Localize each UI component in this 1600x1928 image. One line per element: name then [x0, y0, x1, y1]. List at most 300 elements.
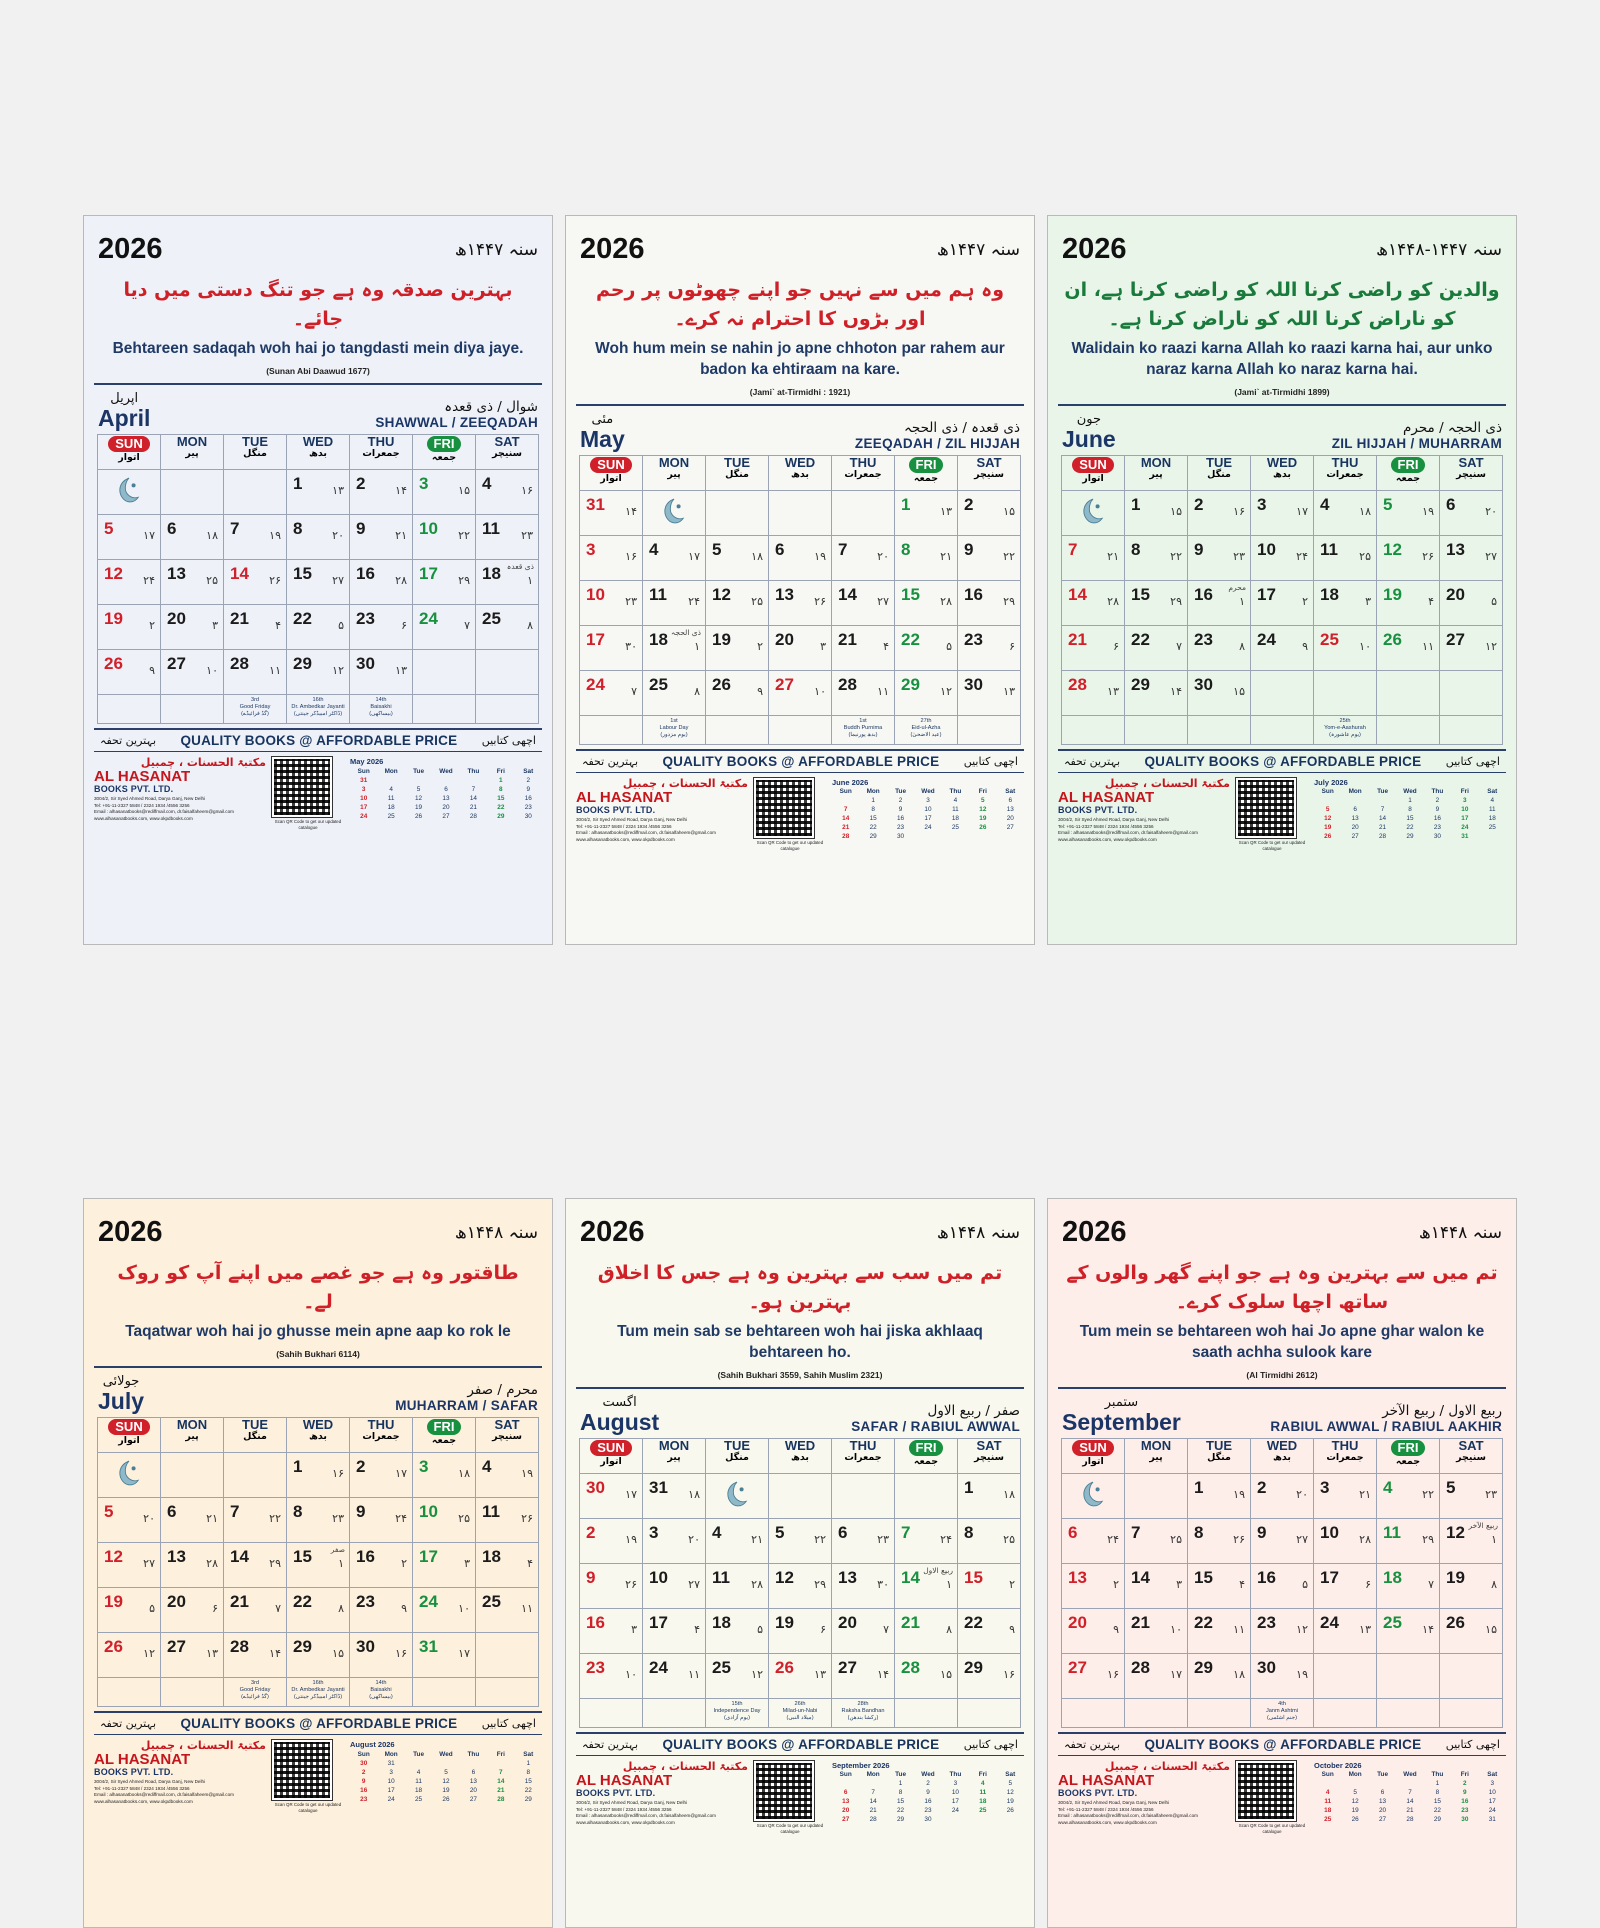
- day-cell[interactable]: [1125, 625, 1188, 670]
- hijri-date: ۲۶: [521, 1512, 533, 1526]
- day-cell[interactable]: [706, 670, 769, 715]
- day-cell[interactable]: [224, 605, 287, 650]
- day-cell[interactable]: [98, 470, 161, 515]
- weekday-name-en: SAT: [976, 1437, 1002, 1453]
- day-cell[interactable]: [413, 1453, 476, 1498]
- qr-code-icon[interactable]: [754, 778, 814, 838]
- day-cell[interactable]: [832, 625, 895, 670]
- quality-urdu-right: اچھی کتابیں: [481, 1717, 536, 1731]
- day-cell[interactable]: [832, 1518, 895, 1563]
- day-cell[interactable]: [413, 1633, 476, 1678]
- mini-day: 26: [1006, 1807, 1014, 1815]
- day-cell[interactable]: [769, 670, 832, 715]
- day-cell[interactable]: [832, 670, 895, 715]
- day-cell[interactable]: [1251, 580, 1314, 625]
- day-cell[interactable]: [1062, 625, 1125, 670]
- gregorian-date: 14: [230, 1547, 249, 1567]
- hijri-date: ۲۸: [940, 594, 952, 608]
- gregorian-date: 24: [1320, 1612, 1339, 1632]
- day-cell[interactable]: [287, 560, 350, 605]
- gregorian-date: 12: [1383, 539, 1402, 559]
- day-cell[interactable]: [769, 535, 832, 580]
- day-cell[interactable]: [350, 1633, 413, 1678]
- day-cell[interactable]: [1314, 1473, 1377, 1518]
- day-cell[interactable]: [895, 1473, 958, 1518]
- day-cell[interactable]: [769, 1653, 832, 1698]
- day-cell[interactable]: [476, 470, 539, 515]
- month-grid: [579, 1438, 1021, 1728]
- day-cell[interactable]: [1062, 580, 1125, 625]
- day-cell[interactable]: [1125, 490, 1188, 535]
- day-cell[interactable]: [1062, 1563, 1125, 1608]
- day-cell[interactable]: [832, 1473, 895, 1518]
- day-cell[interactable]: [1062, 1653, 1125, 1698]
- day-cell[interactable]: [706, 490, 769, 535]
- day-cell[interactable]: [1314, 1563, 1377, 1608]
- mini-day: 31: [360, 776, 368, 784]
- day-cell[interactable]: [1440, 580, 1503, 625]
- day-cell[interactable]: [161, 1498, 224, 1543]
- day-cell[interactable]: [1125, 1563, 1188, 1608]
- day-cell[interactable]: [1377, 1563, 1440, 1608]
- day-cell[interactable]: [958, 1563, 1021, 1608]
- day-cell[interactable]: [832, 1653, 895, 1698]
- day-cell[interactable]: [161, 515, 224, 560]
- day-cell[interactable]: [287, 1543, 350, 1588]
- day-cell[interactable]: [224, 650, 287, 695]
- day-cell[interactable]: [98, 1543, 161, 1588]
- day-cell[interactable]: [895, 1608, 958, 1653]
- day-cell[interactable]: [958, 670, 1021, 715]
- qr-code-icon[interactable]: [1236, 778, 1296, 838]
- quality-urdu-right: اچھی کتابیں: [963, 1737, 1018, 1751]
- gregorian-date: 23: [586, 1657, 605, 1677]
- gregorian-date: 16: [964, 584, 983, 604]
- gregorian-date: 17: [1320, 1567, 1339, 1587]
- day-cell[interactable]: [413, 1498, 476, 1543]
- day-cell[interactable]: [476, 605, 539, 650]
- weekday-name-en: TUE: [1206, 1437, 1232, 1453]
- day-cell[interactable]: [413, 560, 476, 605]
- mini-day: 1: [898, 1780, 903, 1788]
- day-cell[interactable]: [706, 1563, 769, 1608]
- day-cell[interactable]: [580, 670, 643, 715]
- mini-day: 7: [471, 785, 476, 793]
- gregorian-date: 18: [1320, 584, 1339, 604]
- day-cell[interactable]: [350, 650, 413, 695]
- day-cell[interactable]: [580, 490, 643, 535]
- card-footer: [84, 1735, 552, 1813]
- gregorian-date: 13: [775, 584, 794, 604]
- day-cell[interactable]: [98, 605, 161, 650]
- day-cell[interactable]: [643, 670, 706, 715]
- day-cell[interactable]: [1125, 1653, 1188, 1698]
- day-cell[interactable]: [476, 1543, 539, 1588]
- day-cell[interactable]: [580, 1653, 643, 1698]
- day-cell[interactable]: [1062, 490, 1125, 535]
- day-cell[interactable]: [1440, 1653, 1503, 1698]
- mini-day: [1314, 1780, 1341, 1789]
- day-cell[interactable]: [476, 1453, 539, 1498]
- day-cell[interactable]: [287, 1588, 350, 1633]
- day-cell[interactable]: [161, 560, 224, 605]
- weekday-header-wed: [769, 455, 832, 490]
- day-cell[interactable]: [769, 490, 832, 535]
- hijri-date: ۳: [631, 1622, 637, 1636]
- qr-code-icon[interactable]: [754, 1761, 814, 1821]
- event-note: 15th Independence Day (یوم آزادی): [713, 1700, 761, 1721]
- hijri-date: ۱۷: [688, 549, 700, 563]
- day-cell[interactable]: [1314, 1653, 1377, 1698]
- day-cell[interactable]: [958, 1608, 1021, 1653]
- day-cell[interactable]: [224, 1633, 287, 1678]
- gregorian-date: 26: [104, 1637, 123, 1657]
- qr-code-icon[interactable]: [272, 757, 332, 817]
- day-cell[interactable]: [643, 535, 706, 580]
- weekday-header-sun: [580, 455, 643, 490]
- day-cell[interactable]: [1314, 625, 1377, 670]
- day-cell[interactable]: [1377, 670, 1440, 715]
- day-cell[interactable]: [1188, 535, 1251, 580]
- day-cell[interactable]: [958, 535, 1021, 580]
- day-cell[interactable]: [98, 1633, 161, 1678]
- qr-code-icon[interactable]: [272, 1740, 332, 1800]
- day-cell[interactable]: [895, 1563, 958, 1608]
- day-cell[interactable]: [476, 1633, 539, 1678]
- day-cell[interactable]: [1251, 625, 1314, 670]
- day-cell[interactable]: [1188, 1473, 1251, 1518]
- day-cell[interactable]: [287, 515, 350, 560]
- day-cell[interactable]: [706, 580, 769, 625]
- day-cell[interactable]: [98, 1498, 161, 1543]
- day-cell[interactable]: [287, 605, 350, 650]
- day-cell[interactable]: [1188, 1608, 1251, 1653]
- events-row: [1062, 1698, 1503, 1727]
- mini-weekday: Mon: [384, 1750, 398, 1758]
- mini-day: [405, 776, 432, 785]
- hijri-date: ۱۸: [1233, 1667, 1245, 1681]
- day-cell[interactable]: [224, 1498, 287, 1543]
- day-cell[interactable]: [1377, 625, 1440, 670]
- day-cell[interactable]: [1125, 1473, 1188, 1518]
- day-cell[interactable]: [706, 1653, 769, 1698]
- day-cell[interactable]: [476, 515, 539, 560]
- day-cell[interactable]: [1377, 1653, 1440, 1698]
- day-cell[interactable]: [1251, 1563, 1314, 1608]
- day-cell[interactable]: [1188, 490, 1251, 535]
- day-cell[interactable]: [706, 1473, 769, 1518]
- day-cell[interactable]: [350, 1453, 413, 1498]
- day-cell[interactable]: [643, 580, 706, 625]
- event-cell: [1440, 1698, 1503, 1727]
- day-cell[interactable]: [350, 605, 413, 650]
- day-cell[interactable]: [1440, 1518, 1503, 1563]
- mini-day: 23: [360, 1795, 368, 1803]
- day-cell[interactable]: [350, 1498, 413, 1543]
- day-cell[interactable]: [895, 490, 958, 535]
- day-cell[interactable]: [287, 1633, 350, 1678]
- day-cell[interactable]: [643, 625, 706, 670]
- day-cell[interactable]: [1062, 535, 1125, 580]
- day-cell[interactable]: [161, 470, 224, 515]
- mini-weekday: Fri: [978, 788, 987, 796]
- day-cell[interactable]: [1062, 1473, 1125, 1518]
- day-cell[interactable]: [350, 515, 413, 560]
- day-cell[interactable]: [706, 625, 769, 670]
- day-cell[interactable]: [1251, 490, 1314, 535]
- gregorian-date: 27: [1446, 629, 1465, 649]
- day-cell[interactable]: [958, 580, 1021, 625]
- mini-day: 13: [1379, 1798, 1387, 1806]
- hijri-date: ۲: [1113, 1577, 1119, 1591]
- day-cell[interactable]: [1440, 1473, 1503, 1518]
- day-cell[interactable]: [1440, 535, 1503, 580]
- mini-day: 21: [1406, 1807, 1414, 1815]
- day-cell[interactable]: [413, 1588, 476, 1633]
- day-cell[interactable]: [1062, 1608, 1125, 1653]
- mini-day: 17: [360, 803, 368, 811]
- day-cell[interactable]: [895, 580, 958, 625]
- gregorian-date: 26: [712, 674, 731, 694]
- day-cell[interactable]: [1314, 490, 1377, 535]
- gregorian-date: 25: [712, 1657, 731, 1677]
- publisher-name-urdu: مکتبۃ الحسنات ، چمبیل: [140, 1739, 266, 1753]
- day-cell[interactable]: [895, 625, 958, 670]
- day-cell[interactable]: [287, 1498, 350, 1543]
- day-cell[interactable]: [580, 535, 643, 580]
- day-cell[interactable]: [224, 470, 287, 515]
- weekday-header-wed: [1251, 1438, 1314, 1473]
- day-cell[interactable]: [832, 535, 895, 580]
- mini-day: 28: [1379, 833, 1387, 841]
- day-cell[interactable]: [1251, 1608, 1314, 1653]
- event-cell: [958, 715, 1021, 744]
- gregorian-date: 18: [649, 629, 668, 649]
- day-cell[interactable]: [161, 1588, 224, 1633]
- day-cell[interactable]: [580, 625, 643, 670]
- gregorian-date: 23: [964, 629, 983, 649]
- day-cell[interactable]: [1377, 580, 1440, 625]
- day-cell[interactable]: [287, 650, 350, 695]
- mini-calendar: [832, 778, 1024, 842]
- day-cell[interactable]: [161, 605, 224, 650]
- day-cell[interactable]: [580, 1518, 643, 1563]
- weekday-name-en: FRI: [427, 436, 462, 452]
- gregorian-date: 8: [1194, 1522, 1204, 1542]
- day-cell[interactable]: [895, 1653, 958, 1698]
- month-name-english: June: [1062, 425, 1116, 452]
- day-cell[interactable]: [580, 580, 643, 625]
- day-cell[interactable]: [413, 650, 476, 695]
- day-cell[interactable]: [1377, 1518, 1440, 1563]
- day-cell[interactable]: [706, 535, 769, 580]
- day-cell[interactable]: [476, 560, 539, 605]
- day-cell[interactable]: [98, 650, 161, 695]
- day-cell[interactable]: [958, 1473, 1021, 1518]
- mini-day: 4: [1325, 1789, 1330, 1797]
- day-cell[interactable]: [161, 1633, 224, 1678]
- day-cell[interactable]: [1251, 1518, 1314, 1563]
- day-cell[interactable]: [1377, 1608, 1440, 1653]
- weekday-header-sat: [1440, 1438, 1503, 1473]
- day-cell[interactable]: [224, 1453, 287, 1498]
- mini-day: 6: [843, 1789, 848, 1797]
- day-cell[interactable]: [1125, 580, 1188, 625]
- day-cell[interactable]: [1188, 670, 1251, 715]
- day-cell[interactable]: [580, 1563, 643, 1608]
- day-cell[interactable]: [161, 1453, 224, 1498]
- gregorian-date: 24: [419, 609, 438, 629]
- day-cell[interactable]: [1377, 490, 1440, 535]
- day-cell[interactable]: [832, 1563, 895, 1608]
- day-cell[interactable]: [1251, 1473, 1314, 1518]
- weekday-name-ur: اتوار: [118, 452, 140, 464]
- weekday-name-ur: جمعرات: [362, 1430, 400, 1442]
- event-cell: [224, 1678, 287, 1707]
- day-cell[interactable]: [1188, 625, 1251, 670]
- day-cell[interactable]: [580, 1473, 643, 1518]
- day-cell[interactable]: [98, 1588, 161, 1633]
- day-cell[interactable]: [476, 1588, 539, 1633]
- day-cell[interactable]: [1314, 535, 1377, 580]
- day-cell[interactable]: [350, 1543, 413, 1588]
- mini-day: 30: [524, 812, 532, 820]
- event-note: 3rd Good Friday (گڈ فرائیڈے): [239, 1680, 271, 1701]
- day-cell[interactable]: [958, 625, 1021, 670]
- day-cell[interactable]: [643, 1653, 706, 1698]
- day-cell[interactable]: [350, 560, 413, 605]
- day-cell[interactable]: [832, 490, 895, 535]
- day-cell[interactable]: [643, 1563, 706, 1608]
- day-cell[interactable]: [643, 1473, 706, 1518]
- day-cell[interactable]: [161, 650, 224, 695]
- day-cell[interactable]: [769, 580, 832, 625]
- day-cell[interactable]: [1125, 1608, 1188, 1653]
- qr-code-icon[interactable]: [1236, 1761, 1296, 1821]
- day-cell[interactable]: [224, 515, 287, 560]
- calendar-card-july: [83, 1198, 553, 1928]
- day-cell[interactable]: [1125, 1518, 1188, 1563]
- day-cell[interactable]: [706, 1518, 769, 1563]
- day-cell[interactable]: [769, 1608, 832, 1653]
- weekday-name-ur: منگل: [243, 447, 267, 459]
- day-cell[interactable]: [1251, 1653, 1314, 1698]
- day-cell[interactable]: [958, 1518, 1021, 1563]
- day-cell[interactable]: [706, 1608, 769, 1653]
- day-cell[interactable]: [1314, 1518, 1377, 1563]
- day-cell[interactable]: [769, 1563, 832, 1608]
- day-cell[interactable]: [1440, 490, 1503, 535]
- mini-weekday: Sun: [1321, 1771, 1334, 1779]
- mini-weekday: Sat: [1487, 788, 1498, 796]
- event-cell: [287, 1678, 350, 1707]
- mini-day: 16: [360, 1786, 368, 1794]
- hijri-date: ۲۸: [206, 1557, 218, 1571]
- mini-calendar-title: October 2026: [1314, 1760, 1362, 1770]
- day-cell[interactable]: [769, 1518, 832, 1563]
- day-cell[interactable]: [98, 515, 161, 560]
- day-cell[interactable]: [643, 1518, 706, 1563]
- day-cell[interactable]: [1188, 1518, 1251, 1563]
- mini-day: 7: [1408, 1789, 1412, 1797]
- day-cell[interactable]: [1314, 1608, 1377, 1653]
- day-cell[interactable]: [1440, 625, 1503, 670]
- mini-day: 30: [924, 1816, 932, 1824]
- publisher-name: AL HASANAT: [94, 768, 191, 786]
- day-cell[interactable]: [769, 1473, 832, 1518]
- mini-day: 22: [1433, 1807, 1441, 1815]
- day-cell[interactable]: [1314, 670, 1377, 715]
- day-cell[interactable]: [413, 605, 476, 650]
- day-cell[interactable]: [161, 1543, 224, 1588]
- day-cell[interactable]: [98, 560, 161, 605]
- day-cell[interactable]: [1062, 670, 1125, 715]
- card-footer: [566, 1756, 1034, 1834]
- day-cell[interactable]: [1125, 535, 1188, 580]
- day-cell[interactable]: [98, 1453, 161, 1498]
- day-cell[interactable]: [958, 490, 1021, 535]
- publisher-block: [1058, 1761, 1230, 1827]
- day-cell[interactable]: [1377, 535, 1440, 580]
- day-cell[interactable]: [476, 1498, 539, 1543]
- day-cell[interactable]: [958, 1653, 1021, 1698]
- day-cell[interactable]: [832, 580, 895, 625]
- hijri-date: ۳: [212, 619, 218, 633]
- hijri-date: ۹: [1113, 1622, 1119, 1636]
- hijri-date: ۱۲: [143, 1647, 155, 1661]
- day-cell[interactable]: [350, 1588, 413, 1633]
- day-cell[interactable]: [580, 1608, 643, 1653]
- mini-calendar: [1314, 1761, 1506, 1825]
- mini-day: 27: [1379, 1816, 1387, 1824]
- day-cell[interactable]: [895, 1518, 958, 1563]
- day-cell[interactable]: [1125, 670, 1188, 715]
- day-cell[interactable]: [1314, 580, 1377, 625]
- day-cell[interactable]: [1251, 535, 1314, 580]
- day-cell[interactable]: [643, 1608, 706, 1653]
- day-cell[interactable]: [1251, 670, 1314, 715]
- day-cell[interactable]: [1440, 1608, 1503, 1653]
- day-cell[interactable]: [224, 560, 287, 605]
- day-cell[interactable]: [1188, 1653, 1251, 1698]
- day-cell[interactable]: [1188, 1563, 1251, 1608]
- day-cell[interactable]: [1440, 670, 1503, 715]
- day-cell[interactable]: [1188, 580, 1251, 625]
- day-cell[interactable]: [287, 470, 350, 515]
- day-cell[interactable]: [224, 1543, 287, 1588]
- hijri-date: ۱۶: [1107, 1667, 1119, 1681]
- day-cell[interactable]: [413, 1543, 476, 1588]
- mini-day: 19: [1324, 824, 1332, 832]
- day-cell[interactable]: [769, 625, 832, 670]
- day-cell[interactable]: [350, 470, 413, 515]
- day-cell[interactable]: [895, 670, 958, 715]
- day-cell[interactable]: [413, 470, 476, 515]
- mini-weekday: Fri: [496, 767, 505, 775]
- day-cell[interactable]: [413, 515, 476, 560]
- day-cell[interactable]: [1440, 1563, 1503, 1608]
- day-cell[interactable]: [895, 535, 958, 580]
- day-cell[interactable]: [224, 1588, 287, 1633]
- gregorian-date: 30: [1194, 674, 1213, 694]
- day-cell[interactable]: [832, 1608, 895, 1653]
- day-cell[interactable]: [287, 1453, 350, 1498]
- hadith-reference: (Sahih Bukhari 6114): [276, 1348, 360, 1359]
- day-cell[interactable]: [476, 650, 539, 695]
- day-cell[interactable]: [643, 490, 706, 535]
- day-cell[interactable]: [1377, 1473, 1440, 1518]
- day-cell[interactable]: [1062, 1518, 1125, 1563]
